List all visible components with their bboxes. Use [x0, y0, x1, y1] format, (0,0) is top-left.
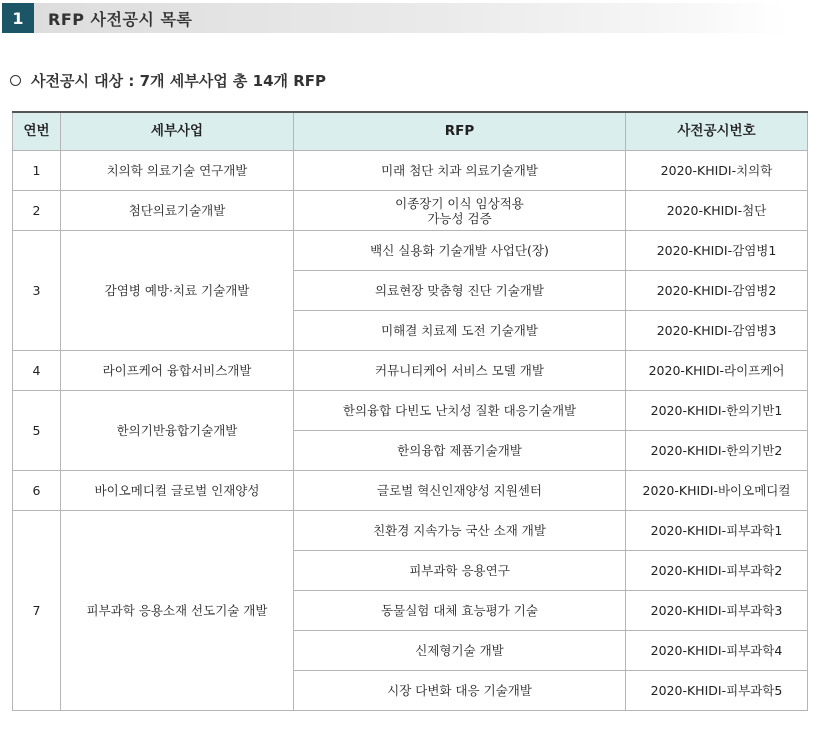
- rfp-cell: 이종장기 이식 임상적용 가능성 검증: [294, 191, 626, 231]
- rfp-cell: 글로벌 혁신인재양성 지원센터: [294, 471, 626, 511]
- code-cell: 2020-KHIDI-감염병1: [626, 231, 808, 271]
- row-number: 4: [13, 351, 61, 391]
- code-cell: 2020-KHIDI-치의학: [626, 151, 808, 191]
- project-cell: 감염병 예방·치료 기술개발: [61, 231, 294, 351]
- project-cell: 한의기반융합기술개발: [61, 391, 294, 471]
- code-cell: 2020-KHIDI-피부과학1: [626, 511, 808, 551]
- code-cell: 2020-KHIDI-감염병3: [626, 311, 808, 351]
- row-number: 5: [13, 391, 61, 471]
- code-cell: 2020-KHIDI-피부과학4: [626, 631, 808, 671]
- code-cell: 2020-KHIDI-라이프케어: [626, 351, 808, 391]
- table-row: [13, 231, 808, 271]
- table-row: [13, 511, 808, 551]
- section-title: RFP 사전공시 목록: [48, 9, 193, 29]
- project-cell: 라이프케어 융합서비스개발: [61, 351, 294, 391]
- rfp-cell: 시장 다변화 대응 기술개발: [294, 671, 626, 711]
- subheading-text: 사전공시 대상 : 7개 세부사업 총 14개 RFP: [31, 72, 327, 90]
- code-cell: 2020-KHIDI-첨단: [626, 191, 808, 231]
- header-no: 연번: [13, 112, 61, 151]
- table-body: [13, 151, 808, 711]
- table-row: [13, 351, 808, 391]
- header-rfp: RFP: [294, 112, 626, 151]
- table-header-row: [13, 112, 808, 151]
- row-number: 1: [13, 151, 61, 191]
- header-project: 세부사업: [61, 112, 294, 151]
- table-row: [13, 191, 808, 231]
- section-number: 1: [2, 3, 34, 33]
- code-cell: 2020-KHIDI-한의기반2: [626, 431, 808, 471]
- subheading: [10, 70, 326, 91]
- rfp-cell: 피부과학 응용연구: [294, 551, 626, 591]
- header-code: 사전공시번호: [626, 112, 808, 151]
- project-cell: 피부과학 응용소재 선도기술 개발: [61, 511, 294, 711]
- rfp-cell: 한의융합 다빈도 난치성 질환 대응기술개발: [294, 391, 626, 431]
- code-cell: 2020-KHIDI-피부과학5: [626, 671, 808, 711]
- circle-icon: [10, 75, 21, 86]
- row-number: 6: [13, 471, 61, 511]
- rfp-cell: 동물실험 대체 효능평가 기술: [294, 591, 626, 631]
- table-row: [13, 151, 808, 191]
- rfp-cell: 미래 첨단 치과 의료기술개발: [294, 151, 626, 191]
- rfp-cell: 신제형기술 개발: [294, 631, 626, 671]
- project-cell: 치의학 의료기술 연구개발: [61, 151, 294, 191]
- rfp-cell: 백신 실용화 기술개발 사업단(장): [294, 231, 626, 271]
- project-cell: 바이오메디컬 글로벌 인재양성: [61, 471, 294, 511]
- code-cell: 2020-KHIDI-피부과학2: [626, 551, 808, 591]
- code-cell: 2020-KHIDI-바이오메디컬: [626, 471, 808, 511]
- row-number: 3: [13, 231, 61, 351]
- rfp-cell: 미해결 치료제 도전 기술개발: [294, 311, 626, 351]
- code-cell: 2020-KHIDI-한의기반1: [626, 391, 808, 431]
- row-number: 2: [13, 191, 61, 231]
- section-header: [2, 3, 788, 33]
- row-number: 7: [13, 511, 61, 711]
- rfp-cell: 친환경 지속가능 국산 소재 개발: [294, 511, 626, 551]
- rfp-cell: 의료현장 맞춤형 진단 기술개발: [294, 271, 626, 311]
- table-row: [13, 391, 808, 431]
- code-cell: 2020-KHIDI-피부과학3: [626, 591, 808, 631]
- rfp-cell: 한의융합 제품기술개발: [294, 431, 626, 471]
- table-row: [13, 471, 808, 511]
- rfp-cell: 커뮤니티케어 서비스 모델 개발: [294, 351, 626, 391]
- code-cell: 2020-KHIDI-감염병2: [626, 271, 808, 311]
- project-cell: 첨단의료기술개발: [61, 191, 294, 231]
- rfp-table: [12, 111, 808, 711]
